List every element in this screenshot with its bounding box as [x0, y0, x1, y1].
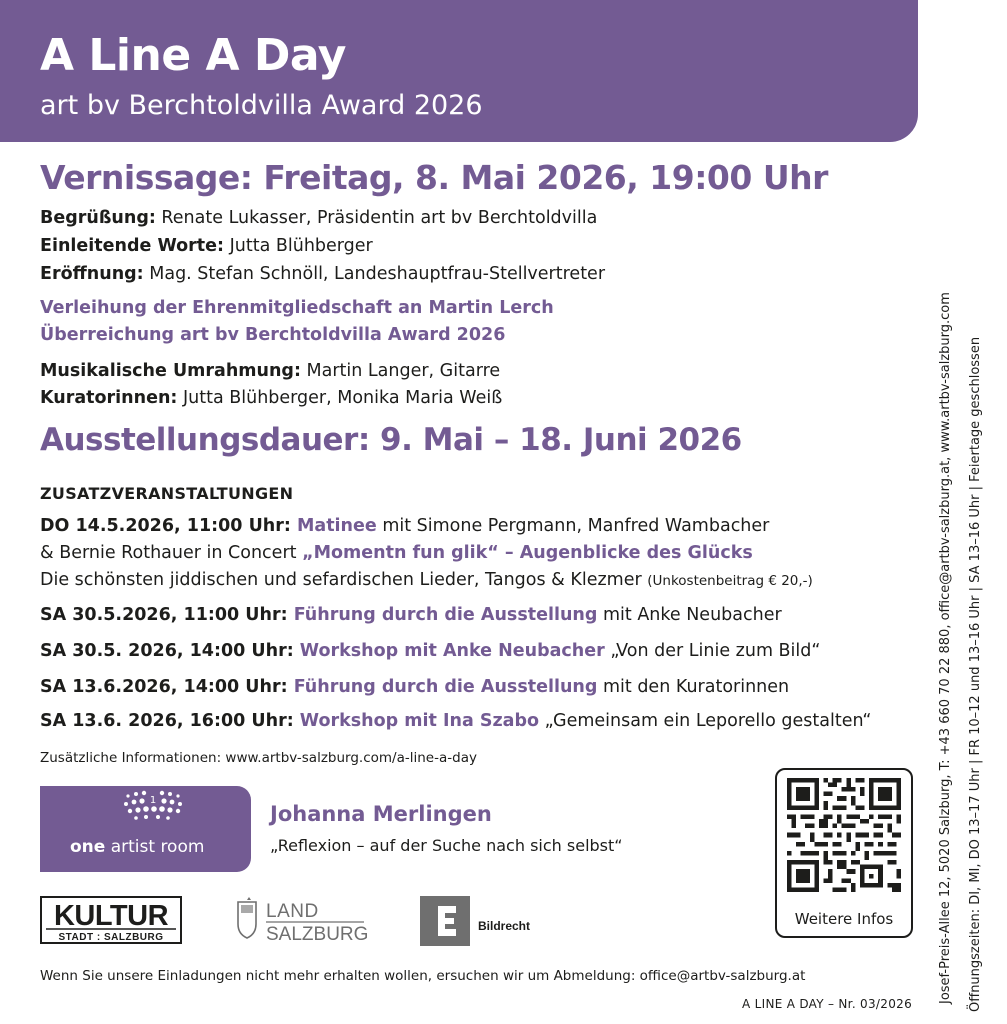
header-banner: [0, 0, 918, 142]
event-text: mit den Kuratorinnen: [597, 677, 790, 697]
event-matinee-line3: [40, 570, 813, 590]
one-artist-room-box: [40, 786, 251, 872]
bildrecht-logo: [420, 896, 540, 946]
info-link[interactable]: Zusätzliche Informationen: www.artbv-salzburg.com/a-line-a-day: [40, 750, 477, 766]
event-date: DO 14.5.2026, 11:00 Uhr:: [40, 516, 297, 536]
line-label: Musikalische Umrahmung:: [40, 361, 301, 381]
event-workshop-1: [40, 641, 820, 661]
side-address: Josef-Preis-Allee 12, 5020 Salzburg, T: +43 660 70 22 880, office@artbv-salzburg.at, www.artbv-salzburg.com: [938, 292, 953, 1004]
event-price: (Unkostenbeitrag € 20,-): [647, 573, 813, 589]
vernissage-line-begruessung: [40, 208, 597, 228]
artist-work-title: „Reflexion – auf der Suche nach sich selbst“: [270, 836, 623, 855]
event-title: Matinee: [296, 516, 377, 536]
event-text: „Gemeinsam ein Leporello gestalten“: [539, 711, 872, 731]
room-label-rest: artist room: [105, 837, 205, 857]
side-opening-hours: Öffnungszeiten: DI, MI, DO 13–17 Uhr | FR 10–12 und 13–16 Uhr | SA 13–16 Uhr | Feiertage geschlossen: [968, 336, 983, 1012]
vernissage-line-eroeffnung: [40, 264, 605, 284]
room-number: 1: [149, 795, 157, 806]
issue-number: A LINE A DAY – Nr. 03/2026: [742, 997, 912, 1011]
vernissage-line-einleitung: [40, 236, 373, 256]
kultur-logo-top: KULTUR: [53, 900, 169, 932]
ausstellung-heading: Ausstellungsdauer: 9. Mai – 18. Juni 2026: [40, 422, 742, 458]
line-label: Begrüßung:: [40, 208, 156, 228]
line-label: Einleitende Worte:: [40, 236, 225, 256]
land-salzburg-logo: [236, 896, 376, 946]
event-workshop-2: [40, 711, 871, 731]
line-label: Eröffnung:: [40, 264, 144, 284]
qr-code-icon: [787, 778, 901, 892]
event-date: SA 30.5. 2026, 14:00 Uhr:: [40, 641, 300, 661]
qr-code-box[interactable]: [775, 768, 913, 938]
line-text: Martin Langer, Gitarre: [300, 361, 501, 381]
event-title: Workshop mit Ina Szabo: [299, 711, 539, 731]
vernissage-line-musik: [40, 361, 500, 381]
vernissage-heading: Vernissage: Freitag, 8. Mai 2026, 19:00 Uhr: [40, 158, 828, 197]
bildrecht-logo-text: Bildrecht: [478, 919, 531, 933]
event-title: Workshop mit Anke Neubacher: [299, 641, 605, 661]
artist-name: Johanna Merlingen: [270, 802, 492, 826]
kultur-stadt-salzburg-logo: [40, 896, 182, 944]
qr-label: Weitere Infos: [794, 910, 894, 928]
event-matinee: [40, 516, 769, 536]
page-subtitle: art bv Berchtoldvilla Award 2026: [40, 90, 483, 121]
line-text: Jutta Blühberger, Monika Maria Weiß: [177, 388, 503, 408]
line-label: Kuratorinnen:: [40, 388, 178, 408]
line-text: Renate Lukasser, Präsidentin art bv Berchtoldvilla: [155, 208, 598, 228]
vernissage-line-kuratorinnen: [40, 388, 502, 408]
event-date: SA 30.5.2026, 11:00 Uhr:: [40, 605, 294, 625]
event-text: mit Simone Pergmann, Manfred Wambacher: [376, 516, 770, 536]
dots-logo-icon: [118, 788, 198, 836]
kultur-logo-bottom: STADT : SALZBURG: [58, 932, 164, 943]
event-fuehrung-1: [40, 605, 782, 625]
event-matinee-line2: [40, 543, 753, 563]
event-title: Führung durch die Ausstellung: [293, 677, 598, 697]
zusatz-heading: ZUSATZVERANSTALTUNGEN: [40, 484, 294, 503]
room-label-bold: one: [70, 837, 106, 857]
highlight-ehrenmitglied: Verleihung der Ehrenmitgliedschaft an Martin Lerch: [40, 298, 554, 318]
land-logo-bottom: SALZBURG: [266, 924, 369, 945]
event-date: SA 13.6. 2026, 16:00 Uhr:: [40, 711, 300, 731]
event-text: „Von der Linie zum Bild“: [604, 641, 821, 661]
room-label: [70, 837, 204, 857]
event-date: SA 13.6.2026, 14:00 Uhr:: [40, 677, 294, 697]
event-text: & Bernie Rothauer in Concert: [40, 543, 303, 563]
unsubscribe-note: Wenn Sie unsere Einladungen nicht mehr erhalten wollen, ersuchen wir um Abmeldung: office@artbv-salzburg.at: [40, 968, 806, 984]
event-title: Führung durch die Ausstellung: [293, 605, 598, 625]
line-text: Mag. Stefan Schnöll, Landeshauptfrau-Stellvertreter: [143, 264, 606, 284]
page-title: A Line A Day: [40, 30, 346, 81]
event-concert-title: „Momentn fun glik“ – Augenblicke des Glücks: [302, 543, 753, 563]
event-text: mit Anke Neubacher: [597, 605, 782, 625]
event-text: Die schönsten jiddischen und sefardischen Lieder, Tangos & Klezmer: [40, 570, 648, 590]
land-logo-top: LAND: [266, 901, 319, 922]
highlight-award: Überreichung art bv Berchtoldvilla Award 2026: [40, 325, 506, 345]
event-fuehrung-2: [40, 677, 789, 697]
line-text: Jutta Blühberger: [224, 236, 373, 256]
